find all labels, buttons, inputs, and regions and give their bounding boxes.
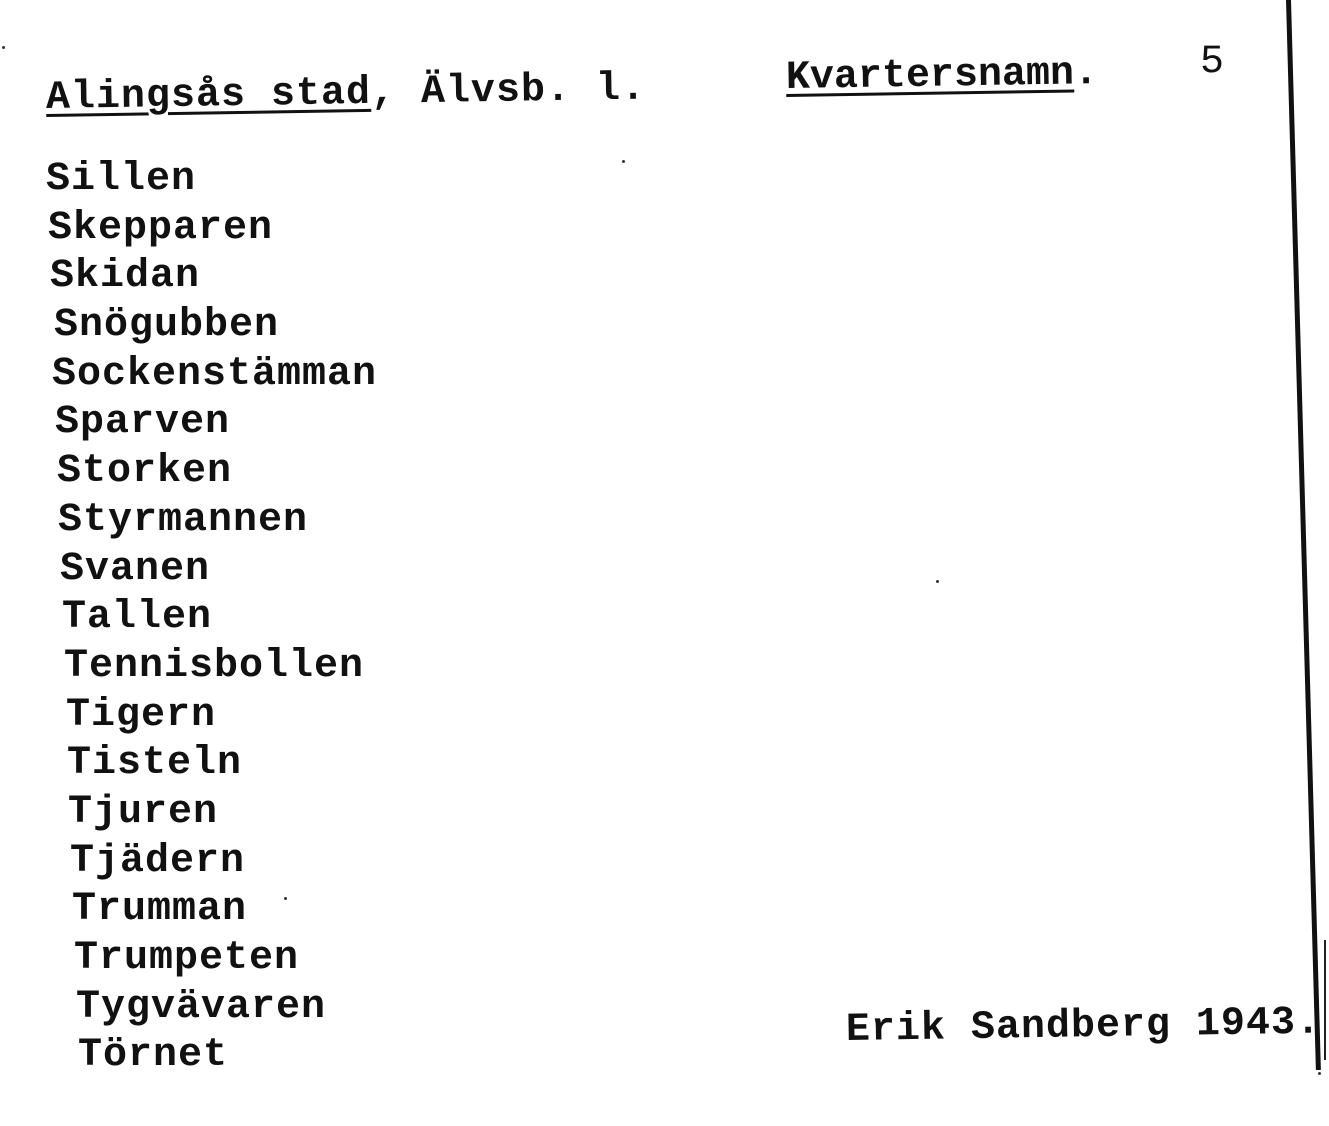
speck — [936, 580, 939, 583]
name-list-item: Sillen — [46, 157, 197, 202]
name-list-item: Styrmannen — [58, 497, 309, 543]
name-list-item: Trumpeten — [74, 936, 300, 981]
name-list-item: Törnet — [78, 1033, 229, 1079]
page-number: 5 — [1200, 40, 1225, 85]
name-list-item: Tjädern — [70, 838, 246, 884]
name-list-item: Tjuren — [68, 789, 219, 835]
name-list-item: Storken — [57, 449, 233, 495]
name-list-item: Svanen — [60, 546, 211, 592]
name-list-item: Tygvävaren — [76, 984, 327, 1030]
card-edge-line-secondary — [1324, 940, 1326, 1060]
town-name: Alingsås stad — [45, 70, 372, 121]
section-title: Kvartersnamn — [785, 51, 1075, 101]
name-list-item: Snögubben — [54, 303, 280, 349]
speck — [1318, 1072, 1321, 1075]
block-name-list — [46, 156, 377, 1081]
speck — [2, 46, 5, 49]
speck — [622, 160, 625, 163]
name-list-item: Tallen — [62, 595, 213, 641]
name-list-item: Sparven — [55, 400, 231, 446]
name-list-item: Skepparen — [48, 205, 274, 251]
card-header-section — [786, 51, 1099, 101]
card-header-location — [46, 67, 647, 121]
card-edge-line — [1286, 0, 1321, 1070]
district-name: , Älvsb. l. — [370, 66, 647, 116]
name-list-item: Tisteln — [67, 741, 243, 787]
name-list-item: Tennisbollen — [64, 643, 365, 689]
name-list-item: Tigern — [66, 692, 217, 738]
section-title-suffix: . — [1073, 51, 1099, 97]
name-list-item: Trumman — [72, 887, 248, 933]
signature: Erik Sandberg 1943. — [845, 1000, 1322, 1053]
name-list-item: Skidan — [50, 254, 201, 300]
name-list-item: Sockenstämman — [52, 351, 378, 397]
